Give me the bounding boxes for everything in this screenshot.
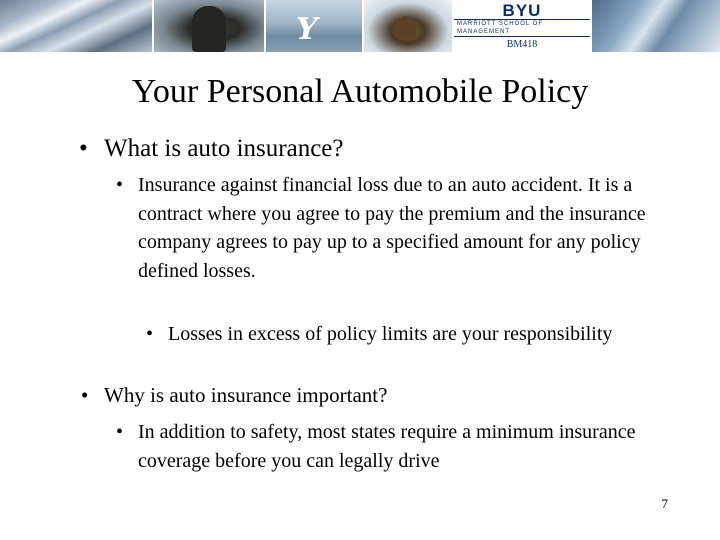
y-mountain-icon: Y	[296, 12, 318, 47]
bullet-text: Why is auto insurance important?	[104, 383, 388, 407]
bullet-item	[81, 381, 684, 409]
bullet-item	[116, 418, 658, 475]
page-number: 7	[661, 496, 668, 511]
bullet-marker: •	[81, 383, 89, 407]
bullet-item	[116, 171, 658, 285]
bell-icon	[394, 16, 416, 38]
course-code: BM418	[506, 38, 538, 50]
bullet-marker: •	[146, 323, 154, 345]
school-name: MARRIOTT SCHOOL OF MANAGEMENT	[454, 19, 590, 37]
bullet-marker: •	[116, 421, 124, 443]
bullet-marker: •	[79, 135, 88, 162]
bullet-marker: •	[116, 174, 124, 196]
banner-photo-campus	[592, 0, 720, 52]
banner-photo-bell	[364, 0, 452, 52]
bullet-text: Losses in excess of policy limits are your responsibility	[168, 323, 613, 345]
bullet-item	[146, 320, 648, 349]
byu-logo	[454, 0, 590, 52]
bullet-text: In addition to safety, most states require a minimum insurance coverage before you can legally drive	[138, 421, 636, 472]
bullet-text: What is auto insurance?	[104, 135, 344, 162]
bullet-item	[79, 134, 684, 164]
slide-title: Your Personal Automobile Policy	[131, 73, 589, 110]
banner-photo-mountain	[266, 0, 362, 52]
header-banner	[0, 0, 720, 52]
banner-photo-statue	[154, 0, 264, 52]
logo-text: BYU	[502, 0, 542, 20]
banner-photo-building	[0, 0, 152, 52]
bullet-text: Insurance against financial loss due to an auto accident. It is a contract where you agree to pay the premium and the insurance company agrees to pay up to a specified amount for any policy defined losses.	[138, 174, 646, 282]
statue-icon	[192, 6, 226, 52]
